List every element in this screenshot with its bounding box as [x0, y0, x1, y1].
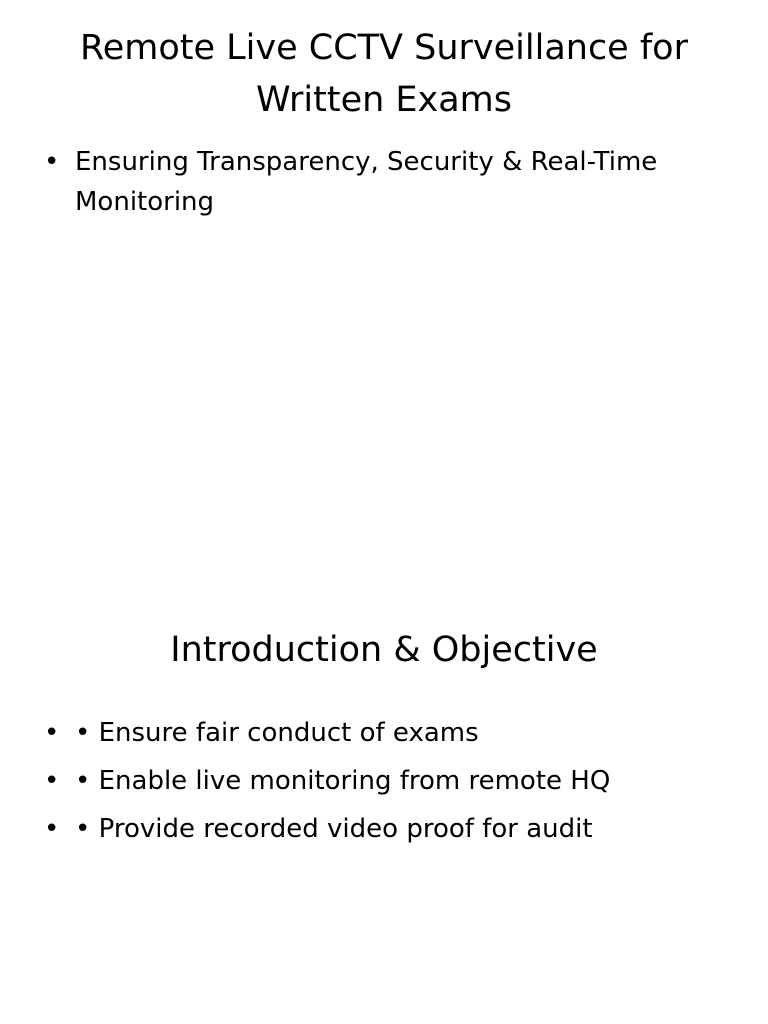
bullet-text: • Enable live monitoring from remote HQ	[75, 766, 611, 796]
slide-bullet-list	[44, 714, 734, 858]
bullet-item	[44, 762, 734, 800]
bullet-marker-icon: •	[44, 718, 60, 748]
bullet-marker-icon: •	[44, 147, 60, 177]
bullet-item	[44, 810, 734, 848]
bullet-text: Ensuring Transparency, Security & Real-Time Monitoring	[75, 147, 658, 217]
bullet-marker-icon: •	[44, 814, 60, 844]
slide-title-heading: Remote Live CCTV Surveillance for Written Exams	[80, 28, 688, 120]
bullet-item	[44, 714, 734, 752]
bullet-item	[44, 142, 734, 222]
slide-introduction	[0, 512, 768, 1024]
slide-introduction-heading: Introduction & Objective	[170, 630, 598, 670]
bullet-marker-icon: •	[44, 766, 60, 796]
bullet-text: • Provide recorded video proof for audit	[75, 814, 593, 844]
slide-bullet-list	[44, 142, 734, 222]
bullet-text: • Ensure fair conduct of exams	[75, 718, 479, 748]
